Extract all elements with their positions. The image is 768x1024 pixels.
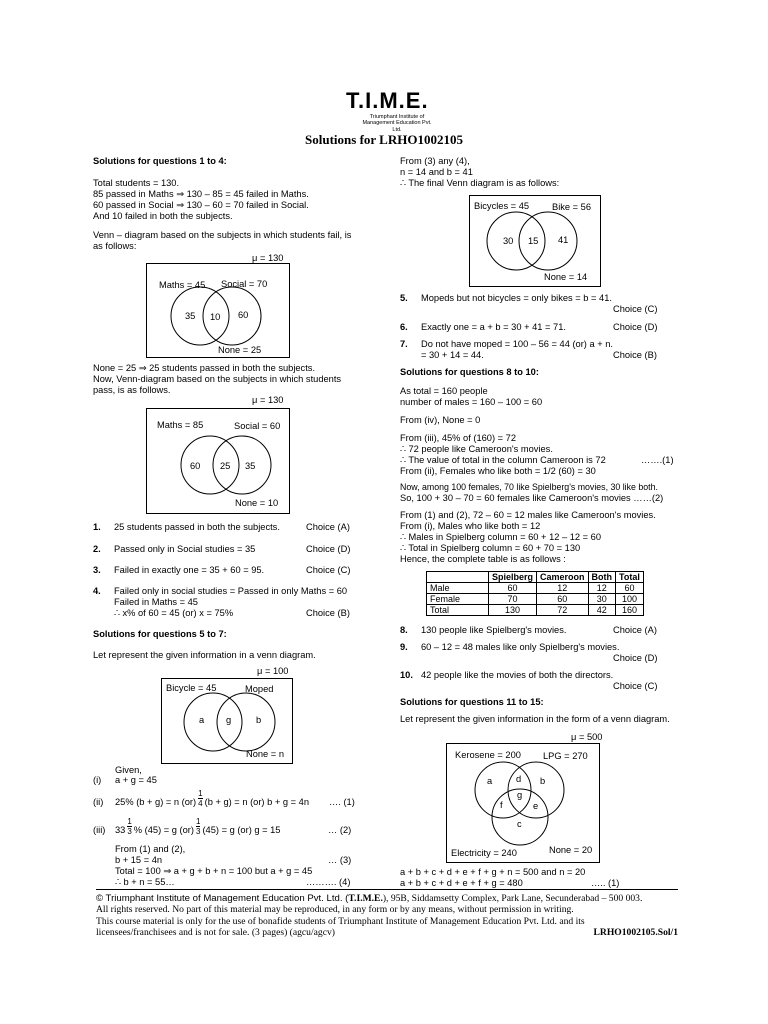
text-line: 60 passed in Social ⇒ 130 – 60 = 70 failed in Social.	[93, 200, 309, 210]
text-line: From (3) any (4),	[400, 156, 470, 166]
table-cell: 100	[616, 594, 644, 605]
footer-divider	[96, 889, 678, 890]
set-label-social: Social = 70	[221, 279, 268, 289]
table-cell: 12	[588, 583, 616, 594]
set-label-lpg: LPG = 270	[543, 751, 588, 761]
ref-1: …. (1)	[329, 797, 355, 807]
region-label-c: c	[517, 819, 522, 829]
universe-label: μ = 130	[252, 253, 284, 263]
text-line: as follows:	[93, 241, 137, 251]
table-cell: 160	[616, 605, 644, 616]
given-i: a + g = 45	[115, 775, 157, 785]
footer	[96, 893, 678, 939]
venn-diagram-vehicles	[161, 678, 293, 764]
set-label-maths: Maths = 85	[157, 420, 204, 430]
region-value: b	[256, 715, 262, 725]
text-line: From (iii), 45% of (160) = 72	[400, 433, 516, 443]
region-label-d: d	[516, 774, 522, 784]
answer-q7: 7. Do not have moped = 100 – 56 = 44 (or) a + n. = 30 + 14 = 44. Choice (B)	[400, 339, 657, 360]
text-line: ∴ The value of total in the column Cameroon is 72	[400, 455, 606, 465]
given-iii: 33 $\frac{1}{3}$ % (45) = g (or) $\frac{1}{3}$ (45) = g (or) g = 15	[115, 817, 281, 837]
table-cell: 70	[489, 594, 537, 605]
text-line: pass, is as follows.	[93, 385, 171, 395]
venn-diagram-final	[469, 195, 601, 287]
table-header: Both	[588, 572, 616, 583]
universe-label: μ = 500	[571, 732, 603, 742]
region-value: 30	[503, 236, 514, 246]
table-cell: 60	[537, 594, 589, 605]
ref-1: ….. (1)	[591, 878, 620, 888]
text-line: a + b + c + d + e + f + g = 480	[400, 878, 523, 888]
text-line: 85 passed in Maths ⇒ 130 – 85 = 45 failed in Maths.	[93, 189, 309, 199]
given-i-num: (i)	[93, 775, 102, 785]
text-line: Now, Venn-diagram based on the subjects in which students	[93, 374, 342, 384]
table-header	[427, 572, 489, 583]
region-value: g	[226, 715, 232, 725]
text-line: Total students = 130.	[93, 178, 180, 188]
region-value: 35	[185, 311, 196, 321]
text-line: From (ii), Females who like both = 1/2 (60) = 30	[400, 466, 596, 476]
text-line: number of males = 160 – 100 = 60	[400, 397, 543, 407]
table-header-row	[427, 572, 644, 583]
text-line: Let represent the given information in a venn diagram.	[93, 650, 316, 660]
page-title: Solutions for LRHO1002105	[305, 132, 463, 147]
set-label-social: Social = 60	[234, 421, 281, 431]
text-line: From (1) and (2), 72 – 60 = 12 males like Cameroon's movies.	[400, 510, 656, 520]
region-value: 60	[190, 461, 201, 471]
region-label-g: g	[517, 790, 523, 800]
table-header: Total	[616, 572, 644, 583]
none-label: None = 10	[235, 498, 279, 508]
text-line: Total = 100 ⇒ a + g + b + n = 100 but a + g = 45	[115, 866, 313, 876]
text-line: Venn – diagram based on the subjects in which students fail, is	[93, 230, 352, 240]
ref-2: … (2)	[328, 825, 352, 835]
section-heading-11-15: Solutions for questions 11 to 15:	[400, 697, 544, 707]
table-cell: 60	[489, 583, 537, 594]
table-cell: Male	[427, 583, 489, 594]
movies-table	[426, 571, 644, 616]
answer-q4: 4. Failed only in social studies = Passed in only Maths = 60 Failed in Maths = 45 ∴ x% of 60 = 45 (or) x = 75% Choice (B)	[93, 586, 350, 618]
text-line: b + 15 = 4n	[115, 855, 163, 865]
universe-label: μ = 130	[252, 395, 284, 405]
table-row	[427, 583, 644, 594]
text-line: From (1) and (2),	[115, 844, 186, 854]
logo-subtitle: Triumphant Institute of Management Education Pvt. Ltd.	[362, 114, 432, 133]
license-line: licensees/franchisees and is not for sale. (3 pages) (agcu/agcv) LRHO1002105.Sol/1	[96, 926, 678, 938]
answer-q5: 5. Mopeds but not bicycles = only bikes = b = 41. Choice (C)	[400, 293, 658, 314]
venn-diagram-fail	[146, 263, 290, 358]
table-row	[427, 605, 644, 616]
text-line: ∴ b + n = 55…	[115, 877, 175, 887]
text-line: Hence, the complete table is as follows :	[400, 554, 566, 564]
table-header: Cameroon	[537, 572, 589, 583]
document-code: LRHO1002105.Sol/1	[593, 926, 678, 938]
venn-diagram-pass	[146, 408, 290, 514]
answer-q10: 10. 42 people like the movies of both the directors. Choice (C)	[400, 670, 658, 691]
text-line: Given,	[115, 765, 142, 775]
region-label-a: a	[487, 776, 493, 786]
set-label-moped: Moped	[245, 684, 274, 694]
given-iii-num: (iii)	[93, 825, 106, 835]
text-line: None = 25 ⇒ 25 students passed in both the subjects.	[93, 363, 316, 373]
answer-q1: 1. 25 students passed in both the subjects. Choice (A)	[93, 522, 350, 532]
text-line: Now, among 100 females, 70 like Spielberg's movies, 30 like both.	[400, 482, 658, 492]
copyright-line: © Triumphant Institute of Management Education Pvt. Ltd. (T.I.M.E.), 95B, Siddamsetty Complex, Park Lane, Secunderabad – 500 003.	[96, 893, 643, 904]
venn-diagram-fuels	[446, 743, 600, 863]
region-value: 60	[238, 310, 249, 320]
region-value: 35	[245, 461, 256, 471]
universe-label: μ = 100	[257, 666, 289, 676]
ref-1: …….(1)	[641, 455, 674, 465]
table-cell: 72	[537, 605, 589, 616]
answer-q6: 6. Exactly one = a + b = 30 + 41 = 71. Choice (D)	[400, 322, 658, 332]
region-label-f: f	[500, 800, 503, 810]
answer-q2: 2. Passed only in Social studies = 35 Choice (D)	[93, 544, 351, 554]
region-value: a	[199, 715, 205, 725]
set-label-kerosene: Kerosene = 200	[455, 750, 521, 760]
rights-line: All rights reserved. No part of this material may be reproduced, in any form or by any means, without permission in writing.	[96, 904, 574, 916]
given-ii-num: (ii)	[93, 797, 104, 807]
table-cell: Female	[427, 594, 489, 605]
region-label-b: b	[540, 776, 546, 786]
region-value: 10	[210, 312, 221, 322]
set-label-maths: Maths = 45	[159, 280, 206, 290]
text-line: From (i), Males who like both = 12	[400, 521, 541, 531]
none-label: None = n	[246, 749, 284, 759]
table-cell: 12	[537, 583, 589, 594]
answer-q8: 8. 130 people like Spielberg's movies. Choice (A)	[400, 625, 657, 635]
ref-3: … (3)	[328, 855, 352, 865]
usage-line: This course material is only for the use of bonafide students of Triumphant Institute of Management Education Pvt. Ltd. and its	[96, 915, 585, 927]
text-line: ∴ The final Venn diagram is as follows:	[400, 178, 560, 188]
text-line: From (iv), None = 0	[400, 415, 481, 425]
table-header: Spielberg	[489, 572, 537, 583]
region-value: 15	[528, 236, 539, 246]
set-label-bicycles: Bicycles = 45	[474, 201, 530, 211]
text-line: a + b + c + d + e + f + g + n = 500 and n = 20	[400, 867, 586, 877]
none-label: None = 20	[549, 845, 593, 855]
table-cell: 42	[588, 605, 616, 616]
text-line: ∴ 72 people like Cameroon's movies.	[400, 444, 553, 454]
given-ii: 25% (b + g) = n (or) $\frac{1}{4}$ (b + g) = n (or) b + g = 4n	[115, 789, 309, 809]
table-cell: Total	[427, 605, 489, 616]
region-value: 25	[220, 461, 231, 471]
text-line: ∴ Total in Spielberg column = 60 + 70 = 130	[400, 543, 581, 553]
section-heading-5-7: Solutions for questions 5 to 7:	[93, 629, 227, 639]
none-label: None = 25	[218, 345, 262, 355]
set-label-bicycle: Bicycle = 45	[166, 683, 217, 693]
table-cell: 130	[489, 605, 537, 616]
text-line: n = 14 and b = 41	[400, 167, 473, 177]
region-label-e: e	[533, 801, 539, 811]
text-line: ∴ Males in Spielberg column = 60 + 12 – 12 = 60	[400, 532, 602, 542]
time-logo: T.I.M.E.	[346, 88, 429, 113]
section-heading-8-10: Solutions for questions 8 to 10:	[400, 367, 539, 377]
ref-4: ………. (4)	[306, 877, 351, 887]
text-line: And 10 failed in both the subjects.	[93, 211, 233, 221]
text-line: Let represent the given information in the form of a venn diagram.	[400, 714, 670, 724]
text-line: As total = 160 people	[400, 386, 488, 396]
section-heading-1-4: Solutions for questions 1 to 4:	[93, 156, 227, 166]
table-row	[427, 594, 644, 605]
region-value: 41	[558, 235, 569, 245]
set-label-bike: Bike = 56	[552, 202, 592, 212]
table-cell: 60	[616, 583, 644, 594]
none-label: None = 14	[544, 272, 588, 282]
set-label-electricity: Electricity = 240	[451, 848, 517, 858]
text-line: So, 100 + 30 – 70 = 60 females like Cameroon's movies ……(2)	[400, 493, 664, 503]
answer-q3: 3. Failed in exactly one = 35 + 60 = 95. Choice (C)	[93, 565, 351, 575]
answer-q9: 9. 60 – 12 = 48 males like only Spielberg's movies. Choice (D)	[400, 642, 658, 663]
table-cell: 30	[588, 594, 616, 605]
